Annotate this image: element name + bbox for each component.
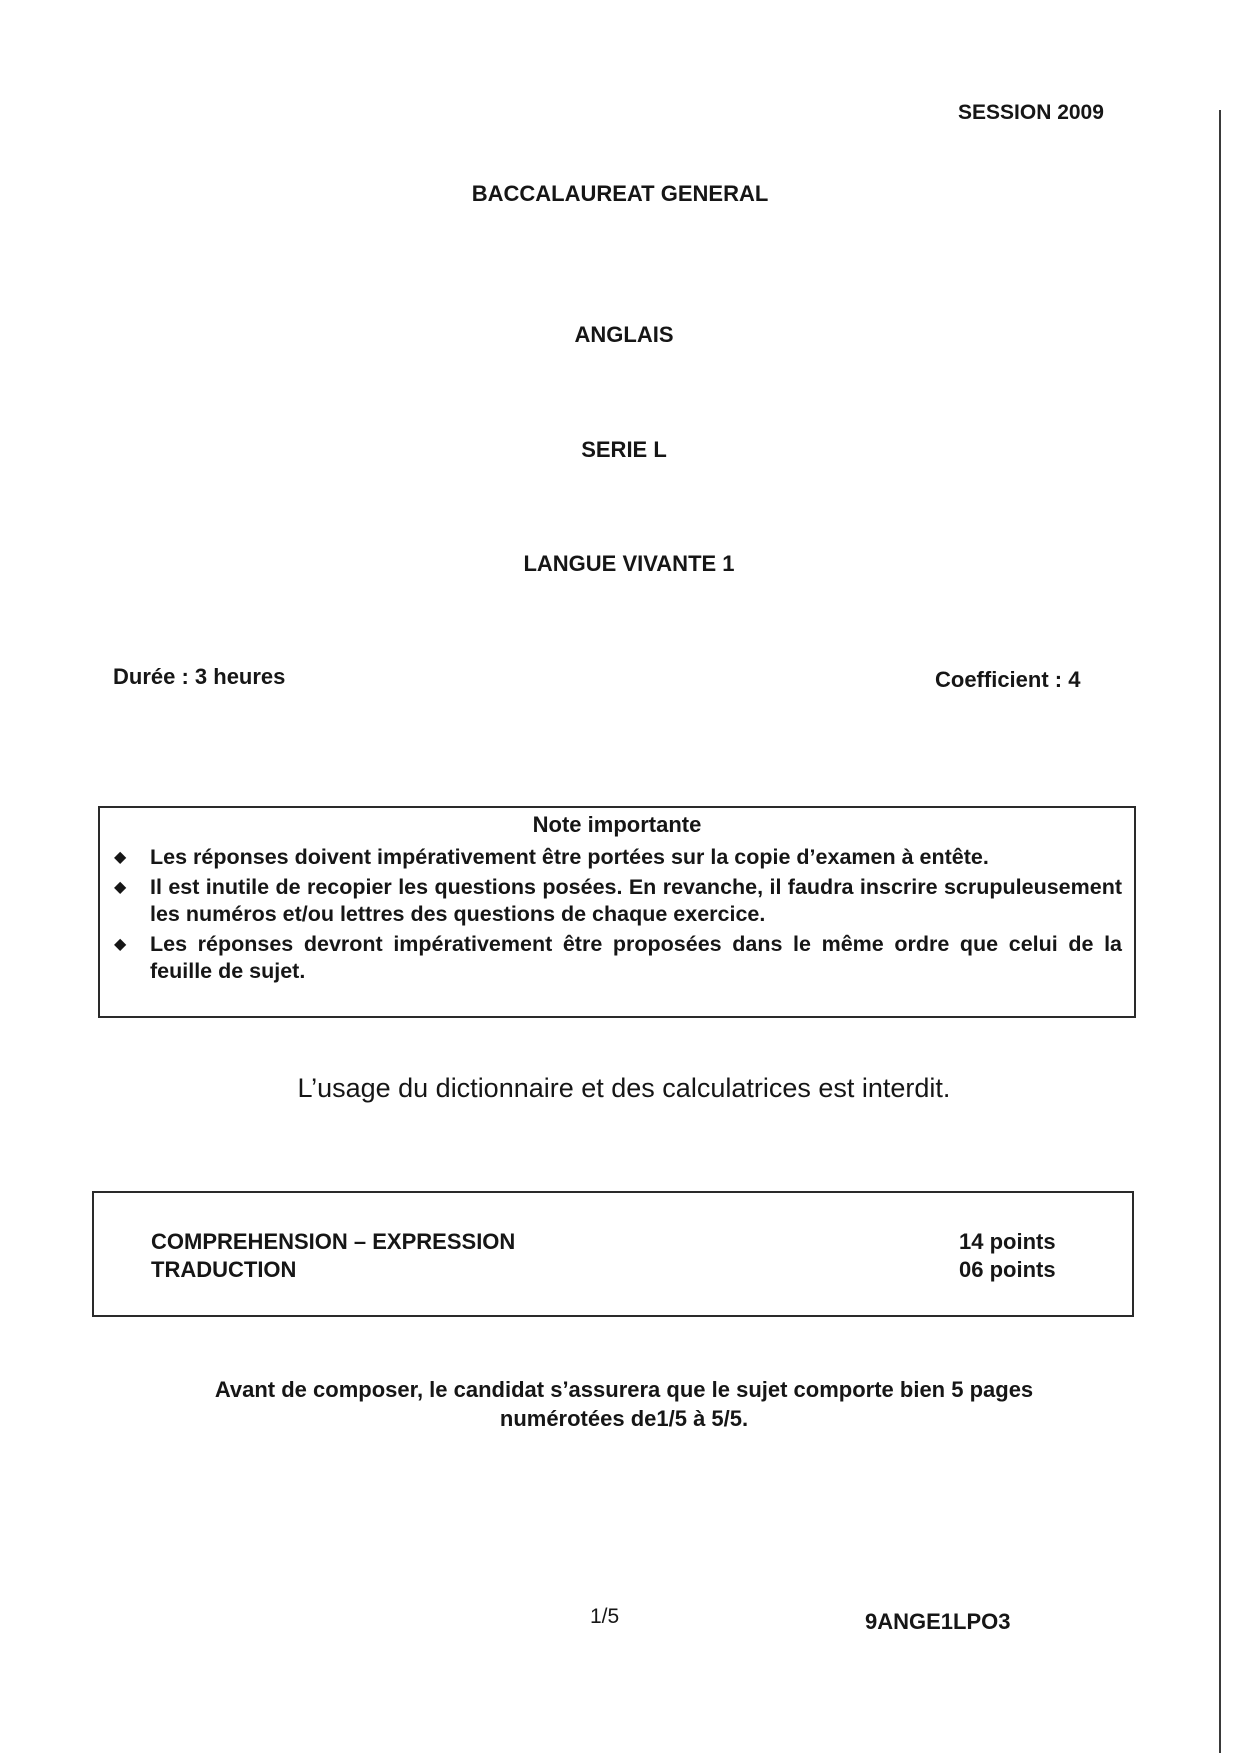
coefficient-label: Coefficient : 4 xyxy=(935,667,1081,692)
note-item xyxy=(114,844,1122,871)
section-label: COMPREHENSION – EXPRESSION xyxy=(151,1229,516,1254)
langue-title: LANGUE VIVANTE 1 xyxy=(523,551,735,576)
note-item-text: Les réponses devront impérativement être proposées dans le même ordre que celui de la feuille de sujet. xyxy=(150,932,1122,983)
section-points: 14 points xyxy=(959,1229,1056,1254)
note-item-text: Il est inutile de recopier les questions posées. En revanche, il faudra inscrire scrupuleusement les numéros et/ou lettres des questions de chaque exercice. xyxy=(150,875,1122,926)
diamond-bullet-icon: ◆ xyxy=(114,936,127,953)
document-code: 9ANGE1LPO3 xyxy=(865,1609,1011,1634)
section-points: 06 points xyxy=(959,1257,1056,1282)
serie-title: SERIE L xyxy=(581,437,667,462)
note-title: Note importante xyxy=(532,812,702,837)
exam-title: BACCALAUREAT GENERAL xyxy=(471,181,769,206)
page-number: 1/5 xyxy=(590,1605,620,1628)
note-item xyxy=(114,931,1122,985)
usage-notice: L’usage du dictionnaire et des calculatrices est interdit. xyxy=(297,1073,951,1103)
note-item xyxy=(114,874,1122,928)
diamond-bullet-icon: ◆ xyxy=(114,849,127,866)
session-label: SESSION 2009 xyxy=(958,101,1104,124)
diamond-bullet-icon: ◆ xyxy=(114,879,127,896)
subject-title: ANGLAIS xyxy=(574,322,674,347)
section-label: TRADUCTION xyxy=(151,1257,297,1282)
important-note-box xyxy=(98,806,1136,1018)
scan-edge-line xyxy=(1219,110,1221,1753)
page-count-instruction xyxy=(0,1375,1248,1433)
instruction-line: numérotées de1/5 à 5/5. xyxy=(499,1406,749,1431)
note-item-text: Les réponses doivent impérativement être portées sur la copie d’examen à entête. xyxy=(150,845,989,869)
instruction-line: Avant de composer, le candidat s’assurera que le sujet comporte bien 5 pages xyxy=(214,1377,1034,1402)
points-box xyxy=(92,1191,1134,1317)
duration-label: Durée : 3 heures xyxy=(113,664,286,689)
note-list xyxy=(114,844,1122,988)
